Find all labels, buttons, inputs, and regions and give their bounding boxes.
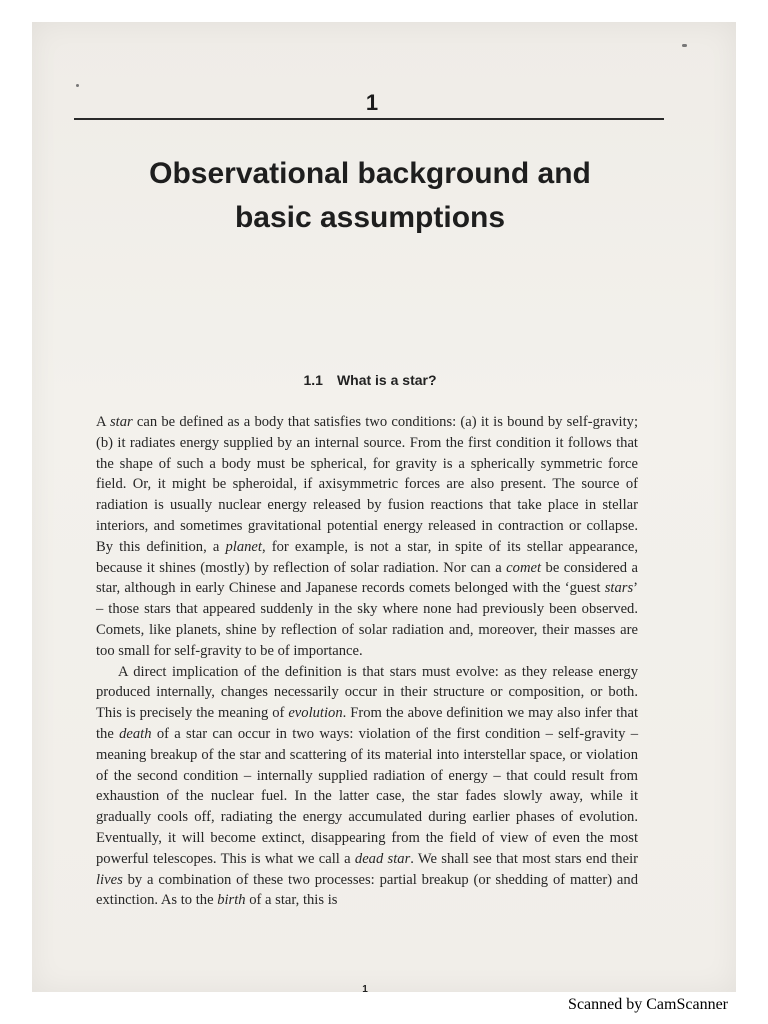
section-number: 1.1 [303,372,323,388]
chapter-number: 1 [365,90,379,115]
paragraph-text: A [96,414,110,430]
italic-term: planet [225,538,262,555]
body-text [96,412,638,911]
italic-term: death [119,725,152,742]
body-paragraph [96,412,638,662]
paragraph-text: of a star, this is [245,892,338,909]
chapter-title-line-1: Observational background and [149,157,591,190]
page-number: 1 [362,984,368,995]
paragraph-text: , for example, is not a star, in spite of its stellar appearance, because it shines (mostly) by reflection of solar radiation. Nor can a [96,538,638,576]
italic-term: comet [506,559,542,576]
italic-term: birth [217,892,246,909]
italic-term: evolution [288,705,343,722]
scan-speck [682,44,687,47]
chapter-title [90,152,650,240]
paragraph-text: . From the above definition we may also infer that the [96,705,639,742]
italic-term: lives [96,871,123,888]
section-heading [200,372,540,388]
italic-term: stars [604,580,634,597]
italic-term: dead star [354,850,411,867]
scanner-watermark: Scanned by CamScanner [568,996,728,1013]
paragraph-text: . We shall see that most stars end their [410,850,638,867]
paragraph-text: by a combination of these two processes: partial breakup (or shedding of matter) and extinction. As to the [96,871,638,909]
chapter-title-line-2: basic assumptions [234,201,506,234]
scan-speck [76,84,79,87]
body-paragraph [96,662,638,912]
paragraph-text: can be defined as a body that satisfies two conditions: (a) it is bound by self-gravity; (b) it radiates energy supplied by an internal source. From the first condition it follows that the shape of such a body must be spherical, for gravity is a spherically symmetric force field. Or, it might be spheroidal, if axisymmetric forces are also present. The source of radiation is usually nuclear energy released by fusion reactions that take place in stellar interiors, and sometimes gravitational potential energy released in contraction or collapse. By this definition, a [96,414,638,555]
chapter-rule [74,118,664,120]
paragraph-text: be considered a star, although in early Chinese and Japanese records comets belonged with the ‘guest [96,559,638,597]
italic-term: star [109,414,133,430]
paragraph-text: A direct implication of the definition is that stars must evolve: as they release energy produced internally, changes necessarily occur in their structure or composition, or both. This is precisely the meaning of [96,663,638,722]
paragraph-text: of a star can occur in two ways: violation of the first condition – self-gravity – meaning breakup of the star and scattering of its material into interstellar space, or violation of the second condition – internally supplied radiation of energy – that could result from exhaustion of the nuclear fuel. In the latter case, the star fades slowly away, while it gradually cools off, radiating the energy accumulated during earlier phases of evolution. Eventually, it will become extinct, disappearing from the field of view of even the most powerful telescopes. This is what we call a [96,725,638,867]
paragraph-text: ’ – those stars that appeared suddenly in the sky where none had previously been observed. Comets, like planets, shine by reflection of solar radiation and, moreover, their masses are too small for self-gravity to be of importance. [96,580,638,659]
section-title: What is a star? [336,372,437,388]
